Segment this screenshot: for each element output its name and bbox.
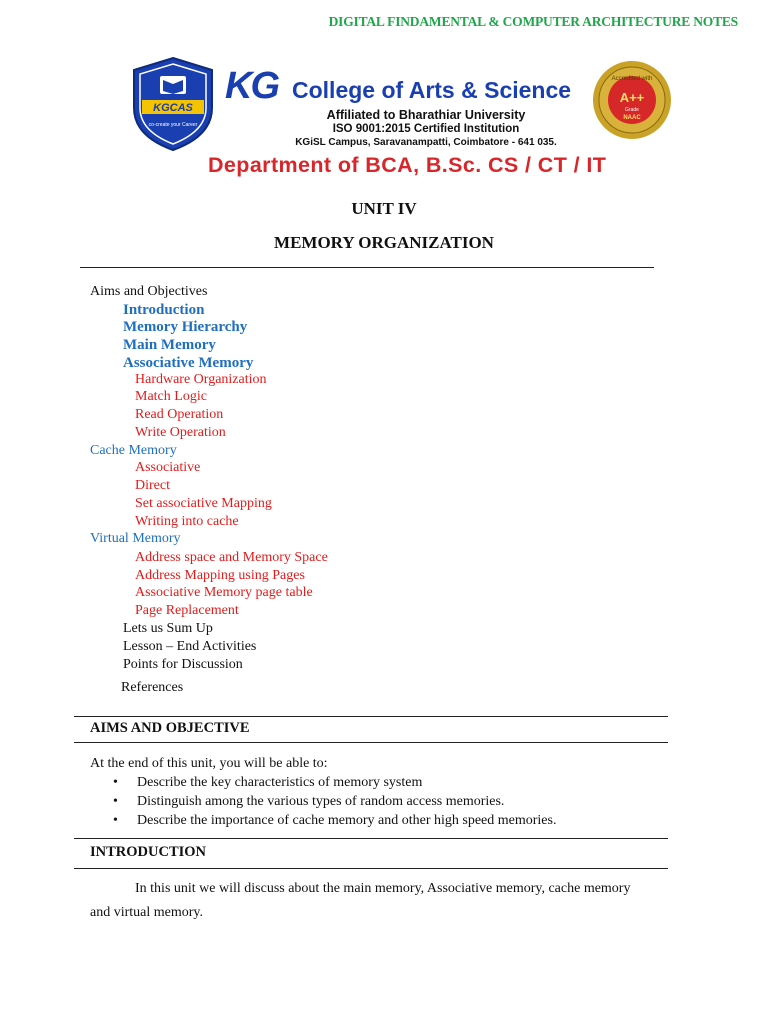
- introduction-heading: INTRODUCTION: [90, 844, 207, 860]
- toc-item: References: [121, 680, 184, 695]
- address-line: KGiSL Campus, Saravanampatti, Coimbatore - 641 035.: [295, 137, 557, 148]
- list-item: [113, 773, 556, 792]
- toc-item: Cache Memory: [90, 443, 177, 458]
- toc-item: Lesson – End Activities: [123, 639, 257, 654]
- intro-rule-bottom: [74, 868, 668, 869]
- toc-item: Introduction: [123, 302, 205, 318]
- bullet-icon: •: [113, 775, 118, 790]
- svg-text:Grade: Grade: [625, 107, 639, 113]
- list-item: [113, 792, 556, 811]
- toc-item: Set associative Mapping: [135, 496, 272, 511]
- aims-rule-bottom: [74, 742, 668, 743]
- college-shield-logo: [130, 56, 216, 152]
- bullet-text: Distinguish among the various types of random access memories.: [137, 794, 505, 809]
- toc-item: Direct: [135, 478, 170, 493]
- unit-title: MEMORY ORGANIZATION: [274, 233, 494, 252]
- toc-item: Address space and Memory Space: [135, 550, 328, 565]
- bullet-icon: •: [113, 794, 118, 809]
- toc-item: Virtual Memory: [90, 531, 181, 546]
- svg-text:co-create your Career: co-create your Career: [148, 122, 198, 128]
- bullet-icon: •: [113, 813, 118, 828]
- toc-item: Address Mapping using Pages: [135, 568, 305, 583]
- toc-item: Page Replacement: [135, 603, 239, 618]
- bullet-text: Describe the key characteristics of memory system: [137, 775, 423, 790]
- toc-item: Associative: [135, 460, 201, 475]
- toc-item: Lets us Sum Up: [123, 621, 213, 636]
- toc-item: Associative Memory page table: [135, 585, 313, 600]
- svg-text:NAAC: NAAC: [623, 115, 641, 121]
- toc-item: Points for Discussion: [123, 657, 243, 672]
- intro-paragraph-line-1: In this unit we will discuss about the main memory, Associative memory, cache memory: [135, 881, 631, 896]
- aims-rule-top: [74, 716, 668, 717]
- svg-text:A++: A++: [619, 90, 645, 105]
- intro-rule-top: [74, 838, 668, 839]
- toc-item: Match Logic: [135, 389, 207, 404]
- kg-logo-mark: KG: [225, 65, 278, 107]
- svg-text:Accredited with: Accredited with: [611, 76, 653, 82]
- intro-paragraph-line-2: and virtual memory.: [90, 905, 204, 920]
- college-name: College of Arts & Science: [292, 77, 572, 103]
- toc-item: Aims and Objectives: [90, 284, 208, 299]
- toc-item: Hardware Organization: [135, 372, 267, 387]
- toc-item: Write Operation: [135, 425, 226, 440]
- college-banner: [130, 54, 685, 184]
- bullet-text: Describe the importance of cache memory and other high speed memories.: [137, 813, 557, 828]
- unit-number: UNIT IV: [351, 199, 417, 218]
- toc-item: Writing into cache: [135, 514, 239, 529]
- toc-item: Associative Memory: [123, 355, 254, 371]
- aims-bullet-list: [113, 773, 556, 830]
- department-title: Department of BCA, B.Sc. CS / CT / IT: [208, 153, 607, 177]
- list-item: [113, 811, 556, 830]
- title-divider: [80, 267, 654, 268]
- naac-seal-logo: [590, 60, 674, 144]
- svg-text:KGCAS: KGCAS: [153, 102, 193, 114]
- toc-item: Main Memory: [123, 337, 216, 353]
- toc-item: Read Operation: [135, 407, 224, 422]
- aims-intro: At the end of this unit, you will be able to:: [90, 756, 328, 771]
- affiliation-line: Affiliated to Bharathiar University: [326, 108, 526, 122]
- certification-line: ISO 9001:2015 Certified Institution: [332, 123, 520, 135]
- toc-item: Memory Hierarchy: [123, 319, 248, 335]
- running-header: DIGITAL FINDAMENTAL & COMPUTER ARCHITECTURE NOTES: [328, 14, 738, 29]
- aims-heading: AIMS AND OBJECTIVE: [90, 720, 250, 736]
